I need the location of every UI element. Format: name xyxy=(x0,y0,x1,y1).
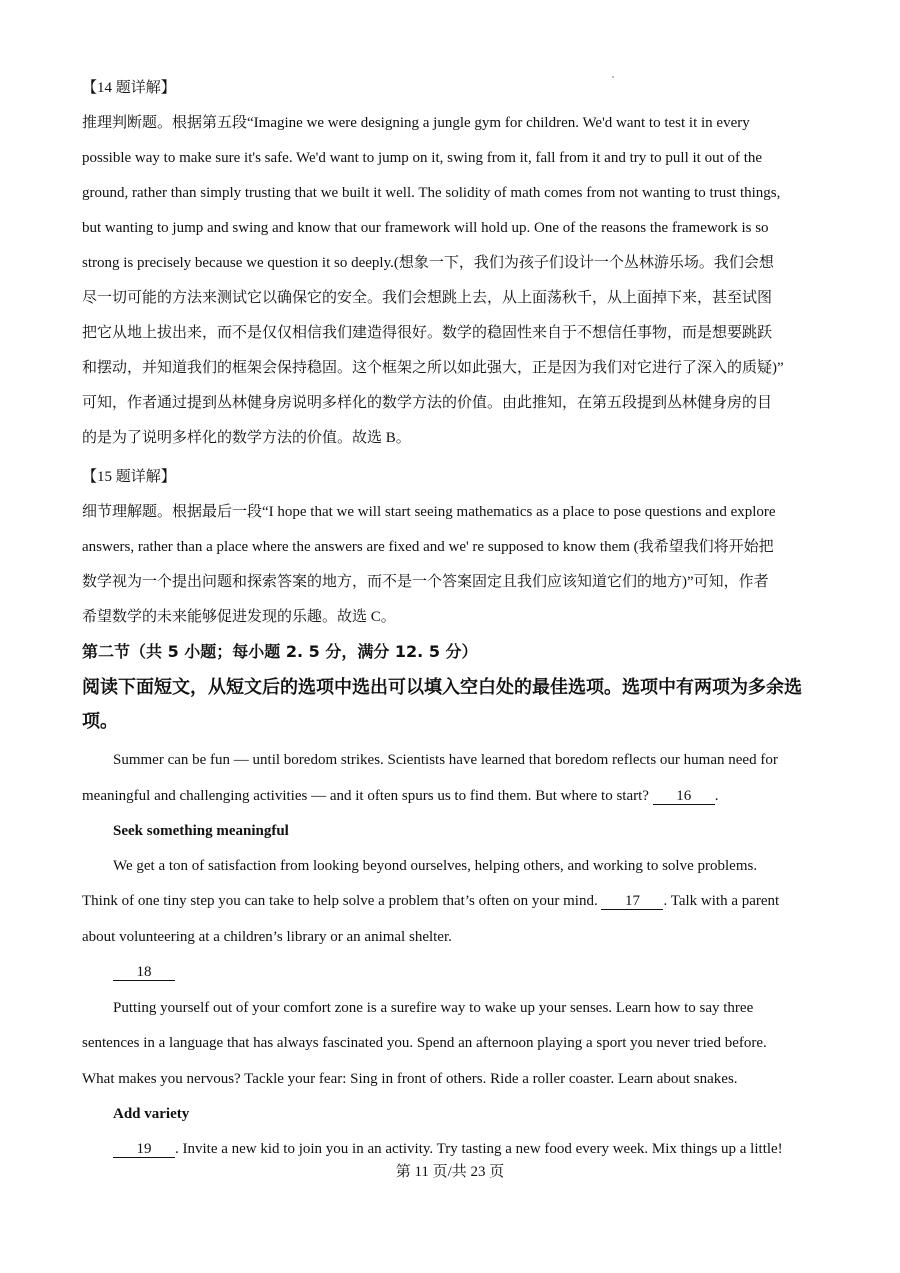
q15-line-3: 数学视为一个提出问题和探索答案的地方，而不是一个答案固定且我们应该知道它们的地方)”可知，作者 xyxy=(82,574,769,590)
passage-p1-line-1: Summer can be fun — until boredom strikes. Scientists have learned that boredom reflects our human need for xyxy=(113,752,778,768)
q15-line-1: 细节理解题。根据最后一段“I hope that we will start seeing mathematics as a place to pose questions and explore xyxy=(82,504,776,520)
passage-p2-tail: . Talk with a parent xyxy=(663,893,780,909)
q14-heading: 【14 题详解】 xyxy=(82,80,176,96)
q14-line-7: 把它从地上拔出来，而不是仅仅相信我们建造得很好。数学的稳固性来自于不想信任事物，而是想要跳跃 xyxy=(82,325,773,341)
q14-line-5: strong is precisely because we question it so deeply.(想象一下，我们为孩子们设计一个丛林游乐场。我们会想 xyxy=(82,255,774,271)
passage-p4-text: . Invite a new kid to join you in an activity. Try tasting a new food every week. Mix things up a little! xyxy=(175,1141,783,1157)
q15-line-4: 希望数学的未来能够促进发现的乐趣。故选 C。 xyxy=(82,609,396,625)
q14-line-10: 的是为了说明多样化的数学方法的价值。故选 B。 xyxy=(82,430,411,446)
passage-p3-line-1: Putting yourself out of your comfort zone is a surefire way to wake up your senses. Learn how to say three xyxy=(113,1000,754,1016)
scan-speck xyxy=(612,76,614,78)
passage-p2-line-1: We get a ton of satisfaction from looking beyond ourselves, helping others, and working to solve problems. xyxy=(113,858,758,874)
section-instruction-2: 项。 xyxy=(82,711,118,732)
q14-line-2: possible way to make sure it's safe. We'd want to jump on it, swing from it, fall from it and try to pull it out of the xyxy=(82,150,763,166)
q14-line-6: 尽一切可能的方法来测试它以确保它的安全。我们会想跳上去，从上面荡秋千，从上面掉下来，甚至试图 xyxy=(82,290,773,306)
section-instruction-1: 阅读下面短文，从短文后的选项中选出可以填入空白处的最佳选项。选项中有两项为多余选 xyxy=(82,677,802,698)
q14-line-4: but wanting to jump and swing and know that our framework will hold up. One of the reasons the framework is so xyxy=(82,220,769,236)
passage-p3-line-2: sentences in a language that has always fascinated you. Spend an afternoon playing a sport you never tried before. xyxy=(82,1035,767,1051)
blank-18[interactable]: 18 xyxy=(113,964,175,981)
passage-p2-line-2 xyxy=(82,891,779,911)
blank-18-line xyxy=(113,962,175,982)
period: . xyxy=(714,788,719,804)
heading-add-variety: Add variety xyxy=(113,1106,190,1122)
blank-16[interactable]: 16 xyxy=(653,788,715,805)
passage-p1-text: meaningful and challenging activities — and it often spurs us to find them. But where to start? xyxy=(82,788,649,804)
blank-19[interactable]: 19 xyxy=(113,1141,175,1158)
page-footer: 第 11 页/共 23 页 xyxy=(395,1164,505,1180)
q14-line-3: ground, rather than simply trusting that we built it well. The solidity of math comes from not wanting to trust things, xyxy=(82,185,781,201)
q14-line-8: 和摆动，并知道我们的框架会保持稳固。这个框架之所以如此强大，正是因为我们对它进行了深入的质疑)” xyxy=(82,360,784,376)
q14-line-1: 推理判断题。根据第五段“Imagine we were designing a jungle gym for children. We'd want to test it in every xyxy=(82,115,750,131)
section-title: 第二节（共 5 小题；每小题 2. 5 分，满分 12. 5 分） xyxy=(82,642,478,661)
passage-p1-line-2 xyxy=(82,786,718,806)
blank-17[interactable]: 17 xyxy=(601,893,663,910)
q14-line-9: 可知，作者通过提到丛林健身房说明多样化的数学方法的价值。由此推知，在第五段提到丛林健身房的目 xyxy=(82,395,773,411)
q15-heading: 【15 题详解】 xyxy=(82,469,176,485)
passage-p2-line-3: about volunteering at a children’s library or an animal shelter. xyxy=(82,929,452,945)
passage-p4-line-1 xyxy=(113,1139,783,1159)
heading-seek-something-meaningful: Seek something meaningful xyxy=(113,823,289,839)
passage-p2-text: Think of one tiny step you can take to help solve a problem that’s often on your mind. xyxy=(82,893,598,909)
q15-line-2: answers, rather than a place where the answers are fixed and we' re supposed to know them (我希望我们将开始把 xyxy=(82,539,774,555)
passage-p3-line-3: What makes you nervous? Tackle your fear: Sing in front of others. Ride a roller coaster. Learn about snakes. xyxy=(82,1071,738,1087)
